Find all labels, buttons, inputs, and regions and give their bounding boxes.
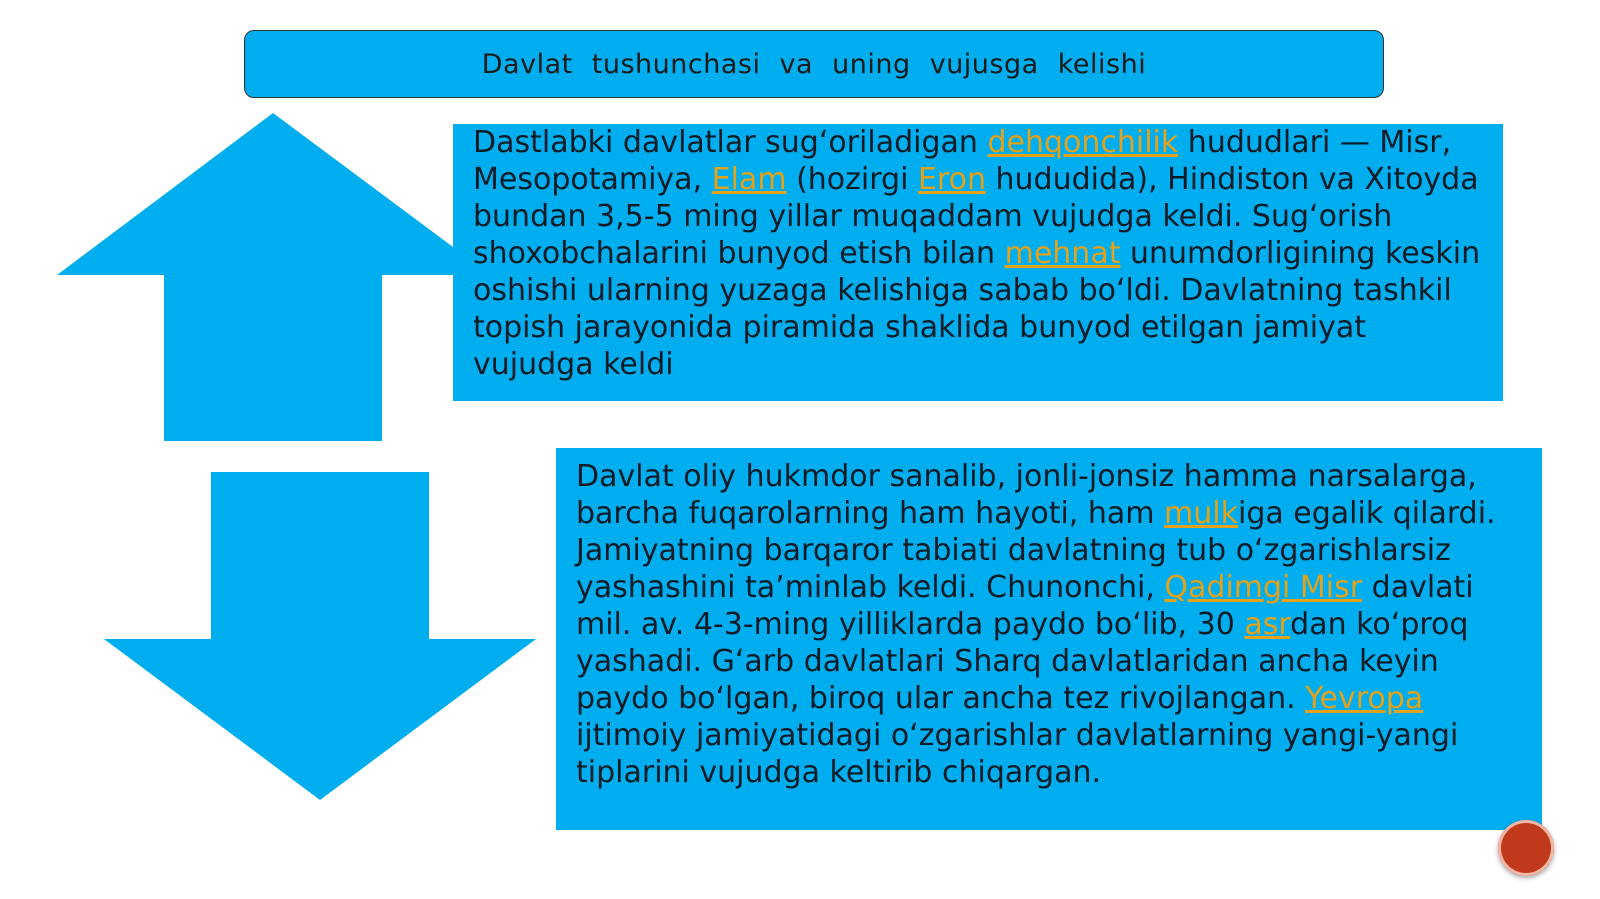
up-arrow-icon bbox=[57, 113, 453, 441]
text-segment: ijtimoiy jamiyatidagi o‘zgarishlar davlatlarning yangi-yangi tiplarini vujudga keltirib chiqargan. bbox=[576, 718, 1459, 790]
text-segment: dan ko‘proq yashadi. G‘arb davlatlari Sharq davlatlaridan ancha keyin paydo bo‘lgan, biroq ular ancha tez rivojlangan. bbox=[576, 607, 1469, 716]
text-segment: davlati mil. av. 4-3-ming yilliklarda paydo bo‘lib, 30 bbox=[576, 570, 1474, 642]
text-segment: Davlat oliy hukmdor sanalib, jonli-jonsiz hamma narsalarga, barcha fuqarolarning ham hayoti, ham bbox=[576, 459, 1477, 531]
slide-title: Davlat tushunchasi va uning vujusga kelishi bbox=[481, 48, 1147, 80]
link-asr[interactable]: asr bbox=[1244, 607, 1291, 642]
link-mehnat[interactable]: mehnat bbox=[1004, 236, 1121, 271]
text-segment: hududida), Hindiston va Xitoyda bundan 3,5-5 ming yillar muqaddam vujudga keldi. Sug‘orish shoxobchalarini bunyod etish bilan bbox=[473, 162, 1479, 271]
link-qadimgi-misr[interactable]: Qadimgi Misr bbox=[1164, 570, 1363, 605]
link-elam[interactable]: Elam bbox=[711, 162, 787, 197]
down-arrow-icon bbox=[104, 472, 536, 800]
text-segment: (hozirgi bbox=[786, 162, 918, 197]
text-segment: Dastlabki davlatlar sug‘oriladigan bbox=[473, 125, 988, 160]
text-segment: hududlari — Misr, Mesopotamiya, bbox=[473, 125, 1452, 197]
text-block-origins bbox=[453, 124, 1503, 401]
text-block-development bbox=[556, 448, 1542, 830]
link-mulk[interactable]: mulk bbox=[1164, 496, 1238, 531]
text-segment: unumdorligining keskin oshishi ularning yuzaga kelishiga sabab bo‘ldi. Davlatning tashkil topish jarayonida piramida shaklida bunyod etilgan jamiyat vujudga keldi bbox=[473, 236, 1481, 382]
text-segment: iga egalik qilardi. Jamiyatning barqaror tabiati davlatning tub o‘zgarishlarsiz yashashini ta’minlab keldi. Chunonchi, bbox=[576, 496, 1496, 605]
link-yevropa[interactable]: Yevropa bbox=[1305, 681, 1424, 716]
nav-circle-button[interactable] bbox=[1498, 820, 1554, 876]
link-eron[interactable]: Eron bbox=[917, 162, 986, 197]
link-dehqonchilik[interactable]: dehqonchilik bbox=[987, 125, 1179, 160]
